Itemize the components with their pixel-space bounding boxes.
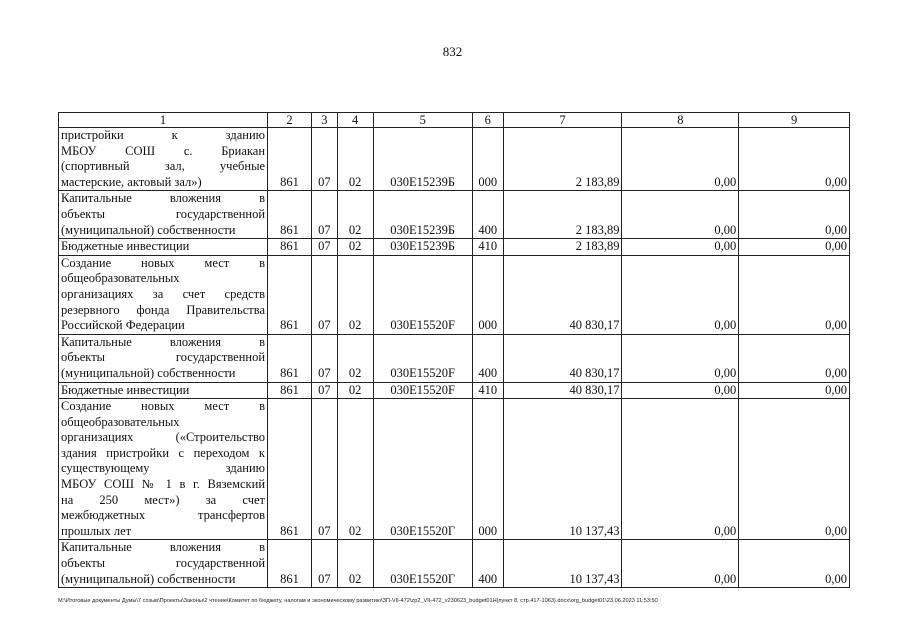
row-description [59, 399, 268, 540]
table-row [59, 540, 850, 588]
amount-col-9: 0,00 [739, 128, 850, 191]
ministry-code: 861 [268, 382, 312, 399]
description-line: мастерские, актовый зал») [61, 174, 202, 189]
description-line: объекты государственной [61, 350, 266, 365]
table-row [59, 191, 850, 239]
amount-col-7: 2 183,89 [503, 239, 622, 256]
subsection-code: 02 [337, 255, 373, 334]
subsection-code: 02 [337, 239, 373, 256]
description-line: организациях за счет средств [61, 286, 266, 301]
description-line: прошлых лет [61, 523, 132, 538]
amount-col-9: 0,00 [739, 382, 850, 399]
subsection-code: 02 [337, 128, 373, 191]
amount-col-7: 2 183,89 [503, 191, 622, 239]
description-line: Капитальные вложения в [61, 334, 266, 349]
ministry-code: 861 [268, 334, 312, 382]
description-line: общеобразовательных [61, 271, 180, 286]
description-line: Создание новых мест в [61, 255, 266, 270]
section-code: 07 [312, 255, 338, 334]
description-line: здания пристройки с переходом к [61, 445, 266, 460]
target-article-code: 030Е15520Г [373, 399, 472, 540]
amount-col-8: 0,00 [622, 239, 739, 256]
column-header: 4 [337, 113, 373, 128]
budget-table [58, 112, 850, 588]
description-line: организациях («Строительство [61, 430, 266, 445]
ministry-code: 861 [268, 239, 312, 256]
target-article-code: 030Е15239Б [373, 128, 472, 191]
description-line: (муниципальной) собственности [61, 365, 236, 380]
table-row [59, 255, 850, 334]
target-article-code: 030Е15520F [373, 382, 472, 399]
description-line: Бюджетные инвестиции [61, 382, 190, 397]
subsection-code: 02 [337, 191, 373, 239]
amount-col-9: 0,00 [739, 334, 850, 382]
description-line: существующему зданию [61, 461, 266, 476]
amount-col-7: 40 830,17 [503, 255, 622, 334]
description-line: на 250 мест») за счет [61, 492, 266, 507]
row-description [59, 239, 268, 256]
amount-col-8: 0,00 [622, 399, 739, 540]
section-code: 07 [312, 191, 338, 239]
section-code: 07 [312, 334, 338, 382]
section-code: 07 [312, 382, 338, 399]
table-row [59, 334, 850, 382]
subsection-code: 02 [337, 334, 373, 382]
amount-col-8: 0,00 [622, 255, 739, 334]
expense-type-code: 400 [472, 540, 503, 588]
target-article-code: 030Е15520Г [373, 540, 472, 588]
target-article-code: 030Е15520F [373, 334, 472, 382]
target-article-code: 030Е15239Б [373, 191, 472, 239]
description-line: межбюджетных трансфертов [61, 508, 266, 523]
description-line: общеобразовательных [61, 414, 180, 429]
expense-type-code: 000 [472, 128, 503, 191]
description-line: МБОУ СОШ № 1 в г. Вяземский [61, 477, 266, 492]
description-line: (муниципальной) собственности [61, 571, 236, 586]
ministry-code: 861 [268, 540, 312, 588]
ministry-code: 861 [268, 191, 312, 239]
expense-type-code: 000 [472, 255, 503, 334]
expense-type-code: 400 [472, 191, 503, 239]
column-header: 9 [739, 113, 850, 128]
column-header: 6 [472, 113, 503, 128]
expense-type-code: 000 [472, 399, 503, 540]
amount-col-7: 10 137,43 [503, 540, 622, 588]
footer-file-path: M:\Итоговые документы Думы\7 созыв\Проекты\Законы\2 чтение\Комитет по бюджету, налогам и экономическому развитию\ЗП-VII-472\zp2_VII-472_v230623_budget01Н(пункт 8, стр.417-1063).docx\org_budget01\23.06.2023 11:53:50 [58, 598, 658, 604]
column-header: 3 [312, 113, 338, 128]
description-line: Бюджетные инвестиции [61, 239, 190, 254]
table-row [59, 128, 850, 191]
description-line: Капитальные вложения в [61, 540, 266, 555]
row-description [59, 540, 268, 588]
table-body [59, 128, 850, 588]
subsection-code: 02 [337, 382, 373, 399]
description-line: объекты государственной [61, 206, 266, 221]
section-code: 07 [312, 239, 338, 256]
amount-col-7: 40 830,17 [503, 382, 622, 399]
amount-col-9: 0,00 [739, 255, 850, 334]
section-code: 07 [312, 128, 338, 191]
section-code: 07 [312, 399, 338, 540]
table-row [59, 382, 850, 399]
amount-col-7: 40 830,17 [503, 334, 622, 382]
amount-col-9: 0,00 [739, 540, 850, 588]
amount-col-9: 0,00 [739, 239, 850, 256]
amount-col-7: 2 183,89 [503, 128, 622, 191]
column-header: 1 [59, 113, 268, 128]
column-header: 8 [622, 113, 739, 128]
description-line: МБОУ СОШ с. Бриакан [61, 143, 266, 158]
description-line: пристройки к зданию [61, 128, 266, 142]
table-row [59, 399, 850, 540]
amount-col-8: 0,00 [622, 382, 739, 399]
row-description [59, 128, 268, 191]
amount-col-9: 0,00 [739, 399, 850, 540]
amount-col-8: 0,00 [622, 334, 739, 382]
amount-col-8: 0,00 [622, 191, 739, 239]
amount-col-7: 10 137,43 [503, 399, 622, 540]
row-description [59, 191, 268, 239]
table-row [59, 239, 850, 256]
description-line: объекты государственной [61, 556, 266, 571]
column-header: 5 [373, 113, 472, 128]
ministry-code: 861 [268, 399, 312, 540]
description-line: Капитальные вложения в [61, 191, 266, 206]
description-line: Российской Федерации [61, 318, 185, 333]
amount-col-8: 0,00 [622, 540, 739, 588]
column-header: 7 [503, 113, 622, 128]
column-header: 2 [268, 113, 312, 128]
expense-type-code: 410 [472, 382, 503, 399]
subsection-code: 02 [337, 540, 373, 588]
row-description [59, 382, 268, 399]
description-line: (муниципальной) собственности [61, 222, 236, 237]
amount-col-8: 0,00 [622, 128, 739, 191]
description-line: (спортивный зал, учебные [61, 159, 266, 174]
description-line: Создание новых мест в [61, 399, 266, 414]
target-article-code: 030Е15239Б [373, 239, 472, 256]
description-line: резервного фонда Правительства [61, 302, 266, 317]
amount-col-9: 0,00 [739, 191, 850, 239]
expense-type-code: 410 [472, 239, 503, 256]
subsection-code: 02 [337, 399, 373, 540]
page-number: 832 [442, 44, 463, 59]
ministry-code: 861 [268, 255, 312, 334]
row-description [59, 334, 268, 382]
table-header-row [59, 113, 850, 128]
expense-type-code: 400 [472, 334, 503, 382]
section-code: 07 [312, 540, 338, 588]
row-description [59, 255, 268, 334]
target-article-code: 030Е15520F [373, 255, 472, 334]
ministry-code: 861 [268, 128, 312, 191]
